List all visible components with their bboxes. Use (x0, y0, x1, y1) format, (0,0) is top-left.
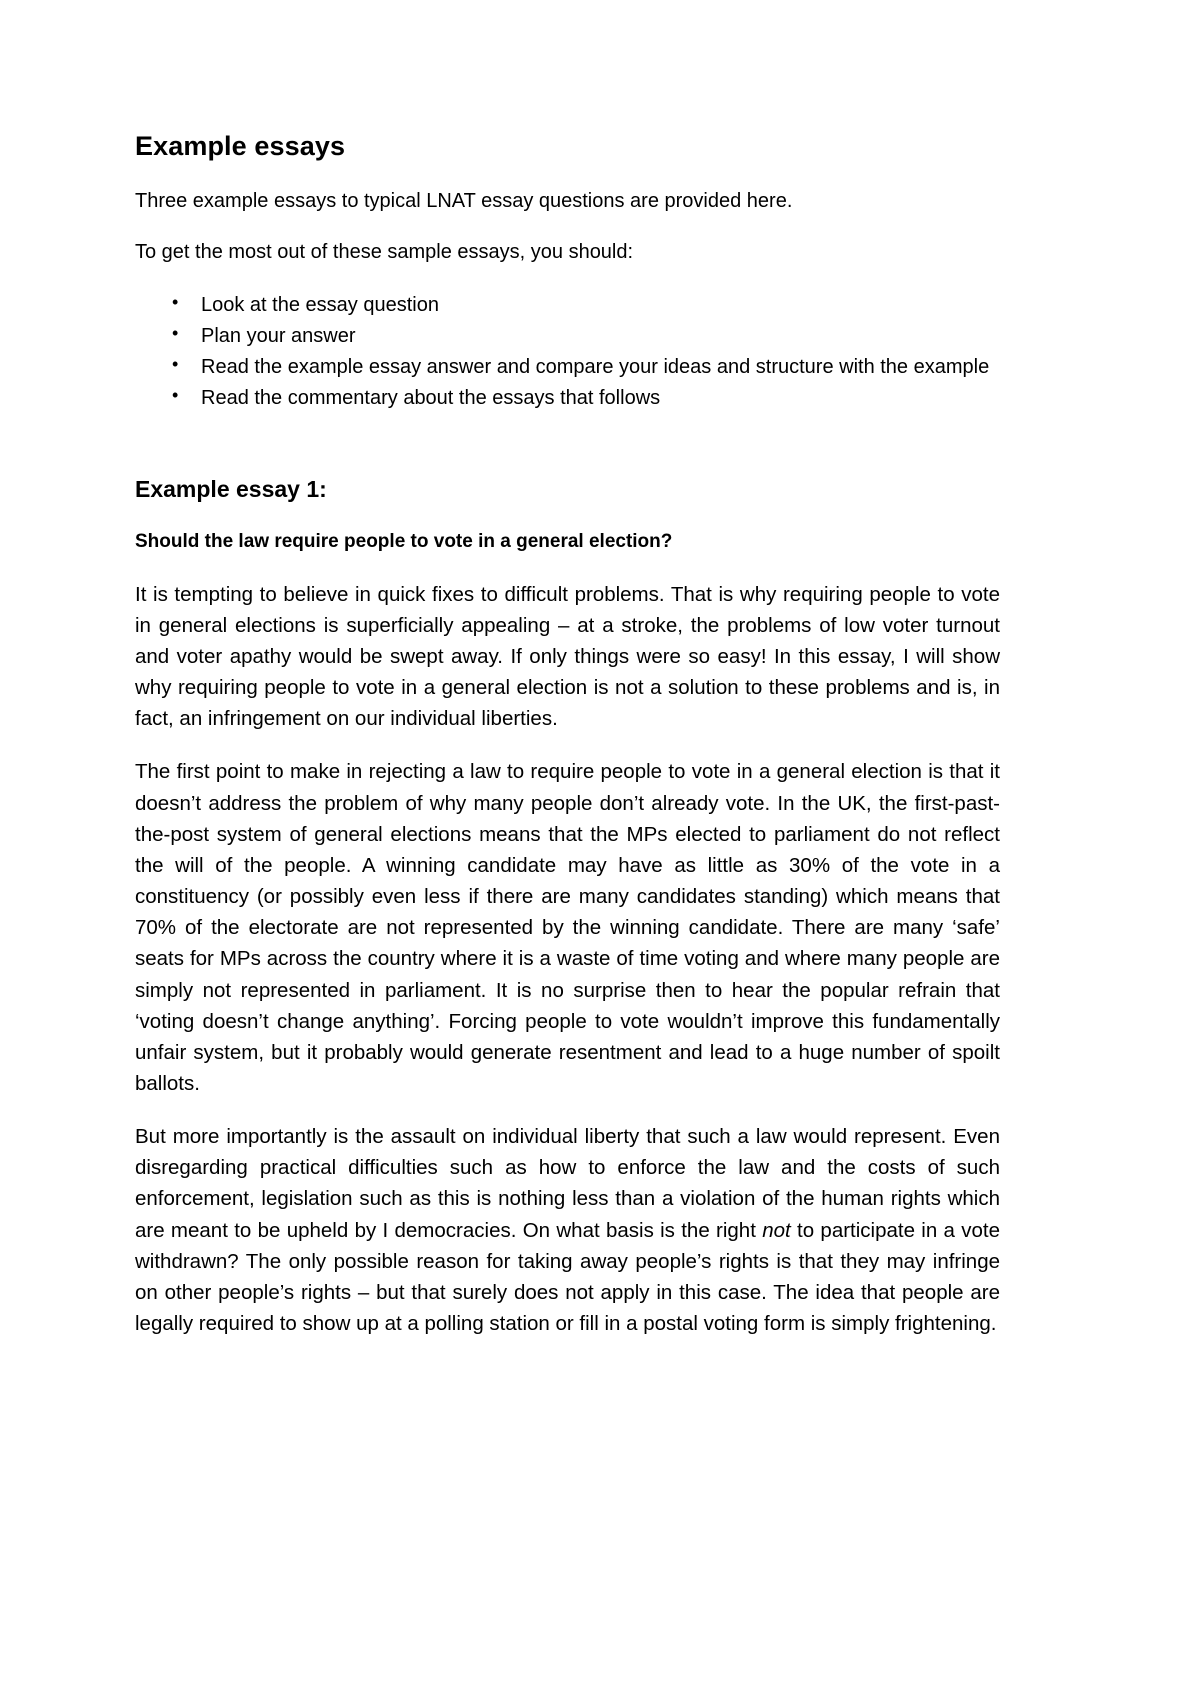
page-title: Example essays (135, 131, 346, 161)
list-item: • Read the commentary about the essays that follows (201, 383, 1000, 413)
document-body (135, 130, 1000, 1339)
list-item: • Plan your answer (201, 321, 1000, 351)
emphasis-word: not (762, 1218, 791, 1242)
essay-paragraph-3 (135, 1121, 1000, 1339)
intro-paragraph-2: To get the most out of these sample essays, you should: (135, 241, 634, 264)
list-item: • Read the example essay answer and compare your ideas and structure with the example (201, 352, 1000, 382)
paragraph-text-part-2: to participate in a vote withdrawn? The only possible reason for taking away people’s rights is that they may infringe on other people’s rights – but that surely does not apply in this case. The idea that people are legally required to show up at a polling station or fill in a postal voting form is simply frightening. (135, 1218, 1001, 1336)
section-heading-essay-1: Example essay 1: (135, 476, 327, 503)
essay-paragraph-2: The first point to make in rejecting a law to require people to vote in a general election is that it doesn’t address the problem of why many people don’t already vote. In the UK, the first-past-the-post system of general elections means that the MPs elected to parliament do not reflect the will of the people. A winning candidate may have as little as 30% of the vote in a constituency (or possibly even less if there are many candidates standing) which means that 70% of the electorate are not represented by the winning candidate. There are many ‘safe’ seats for MPs across the country where it is a waste of time voting and where many people are simply not represented in parliament. It is no surprise then to hear the popular refrain that ‘voting doesn’t change anything’. Forcing people to vote wouldn’t improve this fundamentally unfair system, but it probably would generate resentment and lead to a huge number of spoilt ballots. (135, 760, 1000, 1096)
essay-paragraph-1: It is tempting to believe in quick fixes to difficult problems. That is why requiring people to vote in general elections is superficially appealing – at a stroke, the problems of low voter turnout and voter apathy would be swept away. If only things were so easy! In this essay, I will show why requiring people to vote in a general election is not a solution to these problems and is, in fact, an infringement on our individual liberties. (135, 582, 1000, 731)
paragraph-text-part-1: But more importantly is the assault on individual liberty that such a law would represent. Even disregarding practical difficulties such as how to enforce the law and the costs of such enforcement, legislation such as this is nothing less than a violation of the human rights which are meant to be upheld by I democracies. On what basis is the right (135, 1125, 1000, 1242)
instructions-list (135, 290, 1000, 413)
intro-paragraph-1: Three example essays to typical LNAT essay questions are provided here. (135, 190, 793, 213)
essay-question-heading: Should the law require people to vote in a general election? (135, 530, 673, 552)
list-item: • Look at the essay question (201, 290, 1000, 320)
section-spacer (135, 414, 1000, 476)
